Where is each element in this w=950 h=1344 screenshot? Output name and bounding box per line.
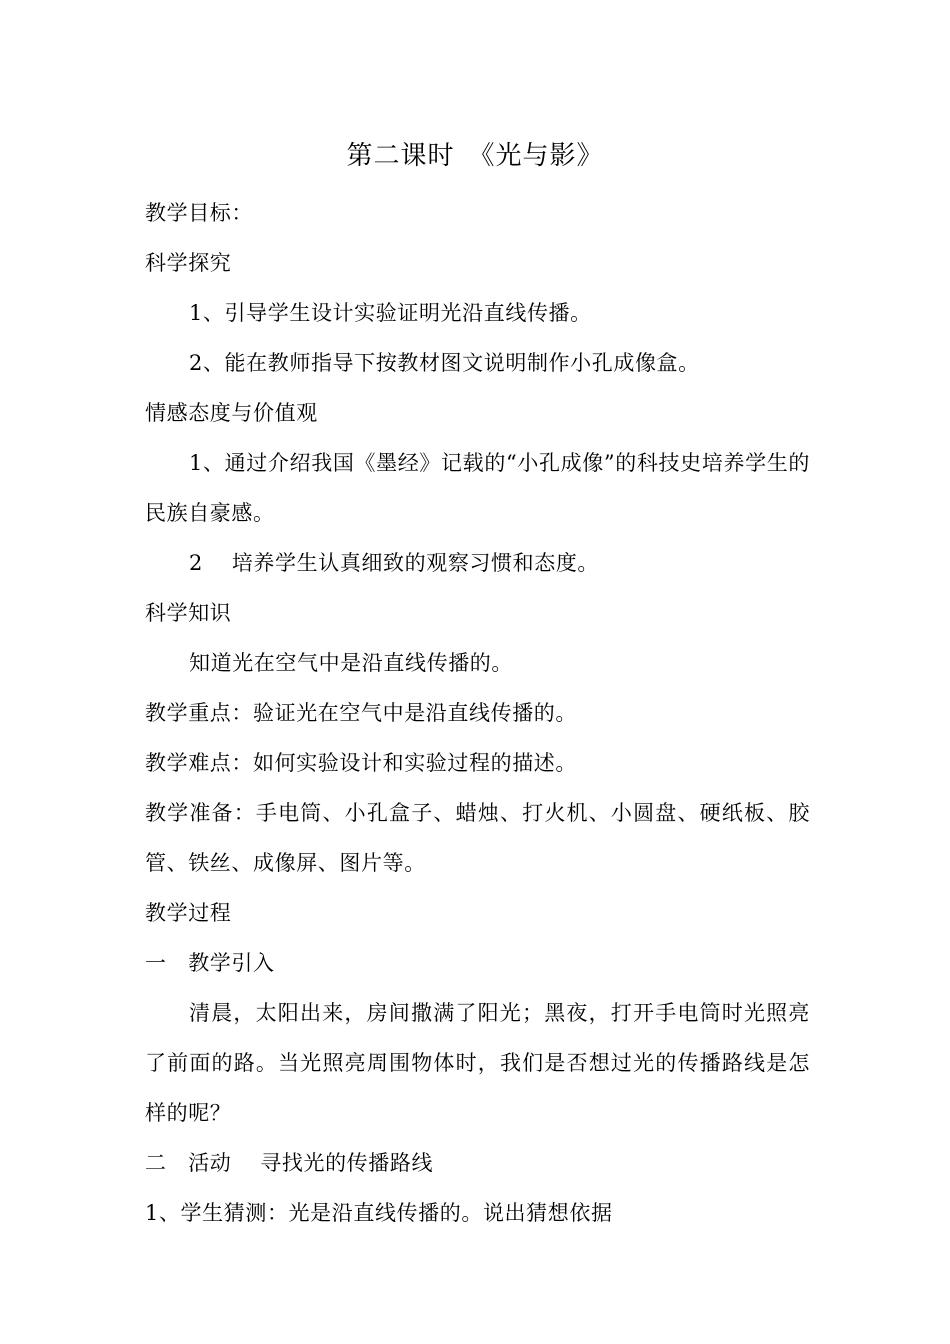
- paragraph: 教学过程: [145, 901, 232, 925]
- paragraph: 知道光在空气中是沿直线传播的。: [189, 651, 513, 675]
- paragraph: 2、能在教师指导下按教材图文说明制作小孔成像盒。: [189, 351, 700, 375]
- document-body: [145, 188, 810, 1238]
- paragraph: 科学知识: [145, 601, 232, 625]
- paragraph: 二 活动 寻找光的传播路线: [145, 1151, 434, 1175]
- paragraph: 教学重点：验证光在空气中是沿直线传播的。: [145, 701, 577, 725]
- paragraph: 清晨，太阳出来，房间撒满了阳光；黑夜，打开手电筒时光照亮了前面的路。当光照亮周围物体时，我们是否想过光的传播路线是怎样的呢？: [145, 1001, 810, 1125]
- paragraph: 1、引导学生设计实验证明光沿直线传播。: [189, 301, 592, 325]
- paragraph: 一 教学引入: [145, 951, 275, 975]
- paragraph: 2 培养学生认真细致的观察习惯和态度。: [189, 551, 600, 575]
- document-title: 第二课时 《光与影》: [346, 141, 604, 171]
- paragraph: 教学准备：手电筒、小孔盒子、蜡烛、打火机、小圆盘、硬纸板、胶管、铁丝、成像屏、图片等。: [145, 801, 810, 875]
- paragraph: 1、学生猜测：光是沿直线传播的。说出猜想依据: [145, 1201, 613, 1225]
- paragraph: 情感态度与价值观: [145, 401, 318, 425]
- paragraph: 科学探究: [145, 251, 232, 275]
- paragraph: 1、通过介绍我国《墨经》记载的“小孔成像”的科技史培养学生的民族自豪感。: [145, 451, 810, 525]
- paragraph: 教学难点：如何实验设计和实验过程的描述。: [145, 751, 577, 775]
- paragraph: 教学目标：: [145, 201, 253, 225]
